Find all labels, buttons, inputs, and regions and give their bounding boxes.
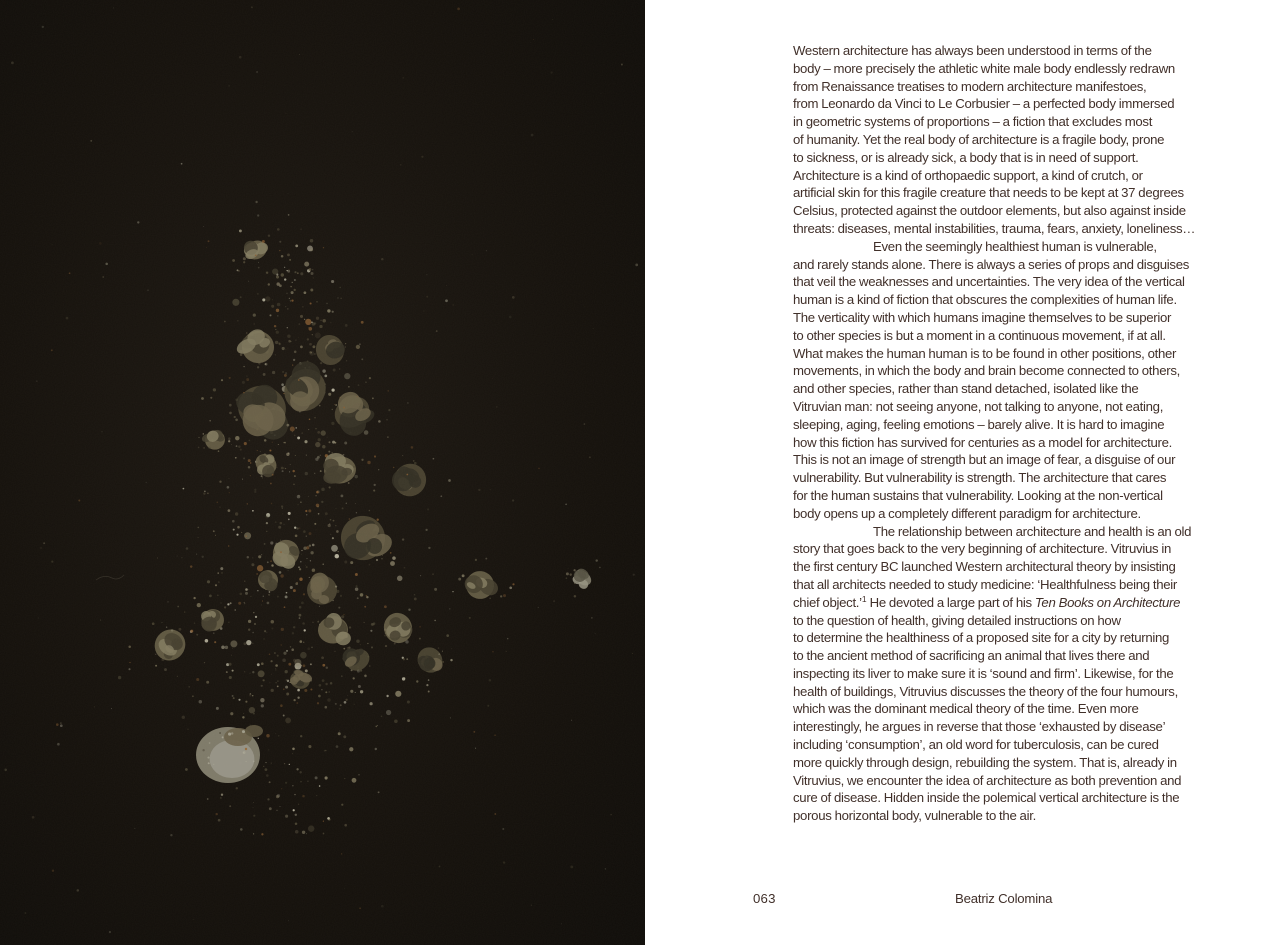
text-page — [645, 0, 1286, 945]
text-line: movements, in which the body and brain become connected to others, — [793, 363, 1180, 379]
text-line: Vitruvian man: not seeing anyone, not talking to anyone, not eating, — [793, 398, 1164, 414]
text-line: Even the seemingly healthiest human is vulnerable, — [873, 238, 1157, 254]
text-line: including ‘consumption’, an old word for tuberculosis, can be cured — [793, 737, 1159, 753]
text-line: The verticality with which humans imagine themselves to be superior — [793, 309, 1172, 325]
text-line: more quickly through design, rebuilding the system. That is, already in — [793, 754, 1177, 770]
text-line: body opens up a completely different paradigm for architecture. — [793, 505, 1141, 521]
text-line: Western architecture has always been understood in terms of the — [793, 43, 1152, 58]
body-paragraph — [793, 42, 1263, 238]
text-line: story that goes back to the very beginning of architecture. Vitruvius in — [793, 541, 1172, 557]
text-line: Architecture is a kind of orthopaedic support, a kind of crutch, or — [793, 167, 1143, 183]
body-text — [793, 42, 1263, 825]
page-number: 063 — [753, 891, 776, 906]
text-line: chief object.’$^1$ He devoted a large part of his Ten Books on Architecture — [793, 594, 1181, 610]
text-line: health of buildings, Vitruvius discusses the theory of the four humours, — [793, 683, 1178, 699]
text-line: artificial skin for this fragile creature that needs to be kept at 37 degrees — [793, 185, 1184, 201]
text-line: threats: diseases, mental instabilities, trauma, fears, anxiety, loneliness… — [793, 220, 1196, 236]
text-line: The relationship between architecture and health is an old — [873, 523, 1192, 539]
text-line: porous horizontal body, vulnerable to the air. — [793, 808, 1036, 824]
text-line: of humanity. Yet the real body of architecture is a fragile body, prone — [793, 131, 1165, 147]
text-line: Celsius, protected against the outdoor elements, but also against inside — [793, 203, 1186, 219]
text-line: sleeping, aging, feeling emotions – barely alive. It is hard to imagine — [793, 416, 1165, 432]
text-line: which was the dominant medical theory of the time. Even more — [793, 701, 1139, 717]
text-line: to other species is but a moment in a continuous movement, if at all. — [793, 327, 1166, 343]
text-line: to the question of health, giving detailed instructions on how — [793, 612, 1121, 628]
text-line: vulnerability. But vulnerability is strength. The architecture that cares — [793, 470, 1167, 486]
text-line: in geometric systems of proportions – a fiction that excludes most — [793, 114, 1153, 130]
text-line: to the ancient method of sacrificing an animal that lives there and — [793, 648, 1150, 664]
text-line: to determine the healthiness of a proposed site for a city by returning — [793, 630, 1170, 646]
running-footer-author: Beatriz Colomina — [955, 891, 1053, 906]
text-line: cure of disease. Hidden inside the polemical vertical architecture is the — [793, 790, 1180, 806]
text-line: and rarely stands alone. There is always a series of props and disguises — [793, 256, 1190, 272]
text-line: that all architects needed to study medicine: ‘Healthfulness being their — [793, 576, 1178, 592]
text-line: for the human sustains that vulnerability. Looking at the non-vertical — [793, 487, 1163, 503]
text-line: This is not an image of strength but an image of fear, a disguise of our — [793, 452, 1176, 468]
text-line: that veil the weaknesses and uncertainties. The very idea of the vertical — [793, 274, 1185, 290]
text-line: from Renaissance treatises to modern architecture manifestoes, — [793, 78, 1147, 94]
text-line: how this fiction has survived for centuries as a model for architecture. — [793, 434, 1172, 450]
text-line: body – more precisely the athletic white male body endlessly redrawn — [793, 60, 1175, 76]
text-line: from Leonardo da Vinci to Le Corbusier – a perfected body immersed — [793, 96, 1175, 112]
text-line: the first century BC launched Western architectural theory by insisting — [793, 559, 1176, 575]
text-line: Vitruvius, we encounter the idea of architecture as both prevention and — [793, 772, 1182, 788]
body-paragraph — [793, 238, 1263, 523]
text-line: What makes the human human is to be found in other positions, other — [793, 345, 1177, 361]
text-line: to sickness, or is already sick, a body that is in need of support. — [793, 149, 1139, 165]
text-line: inspecting its liver to make sure it is ‘sound and firm’. Likewise, for the — [793, 665, 1174, 681]
body-paragraph — [793, 523, 1263, 826]
text-line: interestingly, he argues in reverse that those ‘exhausted by disease’ — [793, 719, 1166, 735]
text-line: human is a kind of fiction that obscures the complexities of human life. — [793, 292, 1177, 308]
text-line: and other species, rather than stand detached, isolated like the — [793, 381, 1139, 397]
